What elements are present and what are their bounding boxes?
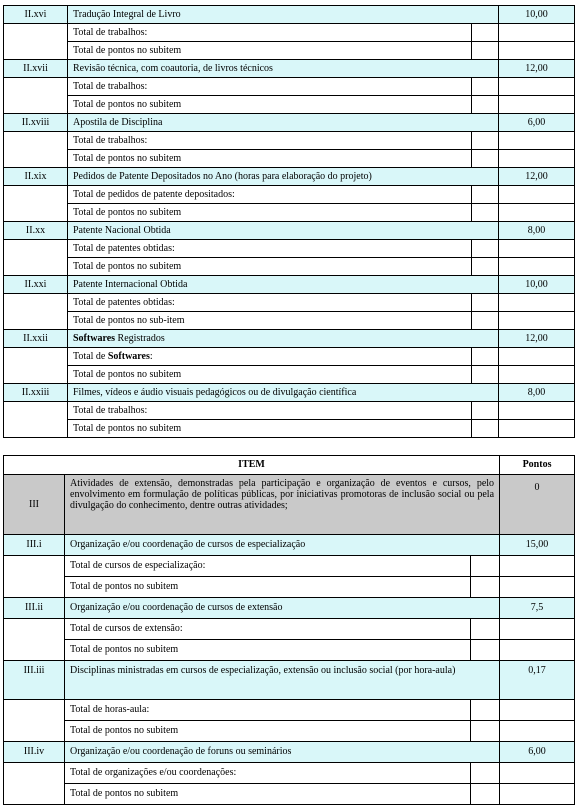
count-cell [471,784,500,805]
item-code: II.xvi [4,6,68,24]
subtotal-row [4,240,575,258]
item-code: III.ii [4,598,65,619]
item-row [4,114,575,132]
merged-code-cell [4,556,65,598]
item-points: 8,00 [499,222,575,240]
subtotal-row [4,312,575,330]
merged-code-cell [4,402,68,438]
item-row [4,6,575,24]
count-cell [472,240,499,258]
item-points: 10,00 [499,276,575,294]
count-cell [472,204,499,222]
merged-code-cell [4,132,68,168]
count-cell [472,402,499,420]
points-cell [499,42,575,60]
section-row-iii [4,475,575,535]
item-code: II.xxii [4,330,68,348]
merged-code-cell [4,240,68,276]
points-cell [499,294,575,312]
count-cell [472,258,499,276]
merged-code-cell [4,763,65,805]
points-cell [500,721,575,742]
item-label: Pedidos de Patente Depositados no Ano (horas para elaboração do projeto) [68,168,499,186]
item-label: Patente Internacional Obtida [68,276,499,294]
points-cell [499,402,575,420]
subtotal-label: Total de organizações e/ou coordenações: [65,763,471,784]
item-row [4,598,575,619]
points-cell [499,24,575,42]
points-cell [499,78,575,96]
item-row [4,330,575,348]
subtotal-label: Total de pontos no subitem [65,721,471,742]
count-cell [471,577,500,598]
count-cell [471,700,500,721]
subtotal-label: Total de horas-aula: [65,700,471,721]
scoring-table-section-iii [3,455,575,805]
item-row [4,276,575,294]
count-cell [472,420,499,438]
item-code: II.xx [4,222,68,240]
item-label: Disciplinas ministradas em cursos de especialização, extensão ou inclusão social (por hora-aula) [65,661,500,700]
subtotal-label: Total de patentes obtidas: [68,240,472,258]
item-label: Patente Nacional Obtida [68,222,499,240]
count-cell [472,312,499,330]
item-code: III.iv [4,742,65,763]
item-label: Apostila de Disciplina [68,114,499,132]
subtotal-row [4,132,575,150]
points-cell [500,784,575,805]
count-cell [471,619,500,640]
section-points: 0 [500,475,575,535]
section-code: III [4,475,65,535]
points-cell [500,556,575,577]
points-cell [499,186,575,204]
points-cell [500,619,575,640]
subtotal-label-pre: Total de [73,350,108,362]
item-row [4,661,575,700]
item-row [4,60,575,78]
subtotal-label: Total de pontos no subitem [68,42,472,60]
item-row [4,384,575,402]
subtotal-row [4,577,575,598]
subtotal-label: Total de pontos no subitem [68,258,472,276]
subtotal-label: Total de trabalhos: [68,78,472,96]
table-header-row [4,456,575,475]
item-code: II.xviii [4,114,68,132]
subtotal-row [4,366,575,384]
points-cell [499,348,575,366]
merged-code-cell [4,619,65,661]
item-row [4,535,575,556]
merged-code-cell [4,186,68,222]
item-label: Organização e/ou coordenação de cursos de extensão [65,598,500,619]
subtotal-row [4,96,575,114]
subtotal-label: Total de pontos no sub-item [68,312,472,330]
item-label: Organização e/ou coordenação de cursos de especialização [65,535,500,556]
points-cell [499,366,575,384]
subtotal-label: Total de pontos no subitem [68,366,472,384]
count-cell [471,721,500,742]
item-points: 15,00 [500,535,575,556]
subtotal-label: Total de pontos no subitem [65,577,471,598]
subtotal-label: Total de trabalhos: [68,24,472,42]
item-points: 6,00 [500,742,575,763]
item-code: II.xxiii [4,384,68,402]
merged-code-cell [4,294,68,330]
subtotal-row [4,640,575,661]
points-cell [500,577,575,598]
item-code: II.xix [4,168,68,186]
subtotal-row [4,24,575,42]
subtotal-row [4,150,575,168]
subtotal-label: Total de pontos no subitem [68,96,472,114]
item-label: Filmes, vídeos e áudio visuais pedagógicos ou de divulgação científica [68,384,499,402]
subtotal-row [4,258,575,276]
subtotal-label: Total de pontos no subitem [68,204,472,222]
merged-code-cell [4,78,68,114]
count-cell [472,96,499,114]
count-cell [472,294,499,312]
subtotal-row [4,78,575,96]
subtotal-label: Total de pedidos de patente depositados: [68,186,472,204]
item-label-rest: Registrados [115,332,165,344]
points-cell [499,420,575,438]
points-cell [499,150,575,168]
subtotal-label: Total de trabalhos: [68,402,472,420]
item-code: II.xvii [4,60,68,78]
item-row [4,168,575,186]
item-points: 12,00 [499,330,575,348]
subtotal-label: Total de cursos de extensão: [65,619,471,640]
item-points: 12,00 [499,168,575,186]
count-cell [471,763,500,784]
subtotal-label: Total de patentes obtidas: [68,294,472,312]
item-label [68,330,499,348]
subtotal-row [4,763,575,784]
item-code: III.iii [4,661,65,700]
count-cell [472,348,499,366]
item-points: 7,5 [500,598,575,619]
column-header-item: ITEM [4,456,500,475]
subtotal-row [4,700,575,721]
item-points: 12,00 [499,60,575,78]
subtotal-row [4,784,575,805]
points-cell [499,204,575,222]
scoring-table-section-ii [3,5,575,438]
merged-code-cell [4,348,68,384]
count-cell [472,366,499,384]
section-description: Atividades de extensão, demonstradas pela participação e organização de eventos e cursos, pelo envolvimento em formulação de políticas públicas, por iniciativas promotoras de inclusão social ou pela divulgação do conhecimento, dentre outras atividades; [65,475,500,535]
item-points: 8,00 [499,384,575,402]
subtotal-row [4,348,575,366]
points-cell [499,312,575,330]
item-label: Revisão técnica, com coautoria, de livros técnicos [68,60,499,78]
points-cell [500,763,575,784]
item-label-bold: Softwares [73,332,116,344]
count-cell [472,132,499,150]
column-header-points: Pontos [500,456,575,475]
subtotal-label: Total de pontos no subitem [68,420,472,438]
subtotal-row [4,619,575,640]
item-points: 0,17 [500,661,575,700]
points-cell [500,700,575,721]
count-cell [472,42,499,60]
subtotal-row [4,721,575,742]
points-cell [499,258,575,276]
item-code: III.i [4,535,65,556]
item-label: Organização e/ou coordenação de foruns ou seminários [65,742,500,763]
subtotal-row [4,186,575,204]
count-cell [471,640,500,661]
item-label: Tradução Integral de Livro [68,6,499,24]
subtotal-label: Total de cursos de especialização: [65,556,471,577]
count-cell [472,150,499,168]
subtotal-row [4,294,575,312]
count-cell [472,78,499,96]
points-cell [499,132,575,150]
points-cell [499,96,575,114]
points-cell [499,240,575,258]
item-row [4,222,575,240]
item-code: II.xxi [4,276,68,294]
points-cell [500,640,575,661]
merged-code-cell [4,700,65,742]
merged-code-cell [4,24,68,60]
subtotal-row [4,556,575,577]
subtotal-label: Total de pontos no subitem [65,784,471,805]
count-cell [471,556,500,577]
subtotal-label: Total de pontos no subitem [65,640,471,661]
subtotal-row [4,402,575,420]
subtotal-label: Total de pontos no subitem [68,150,472,168]
item-row [4,742,575,763]
subtotal-label [68,348,472,366]
item-points: 10,00 [499,6,575,24]
item-points: 6,00 [499,114,575,132]
subtotal-row [4,420,575,438]
count-cell [472,186,499,204]
subtotal-label-post: : [149,350,153,362]
subtotal-label-bold: Softwares [107,350,150,362]
count-cell [472,24,499,42]
subtotal-label: Total de trabalhos: [68,132,472,150]
subtotal-row [4,204,575,222]
subtotal-row [4,42,575,60]
